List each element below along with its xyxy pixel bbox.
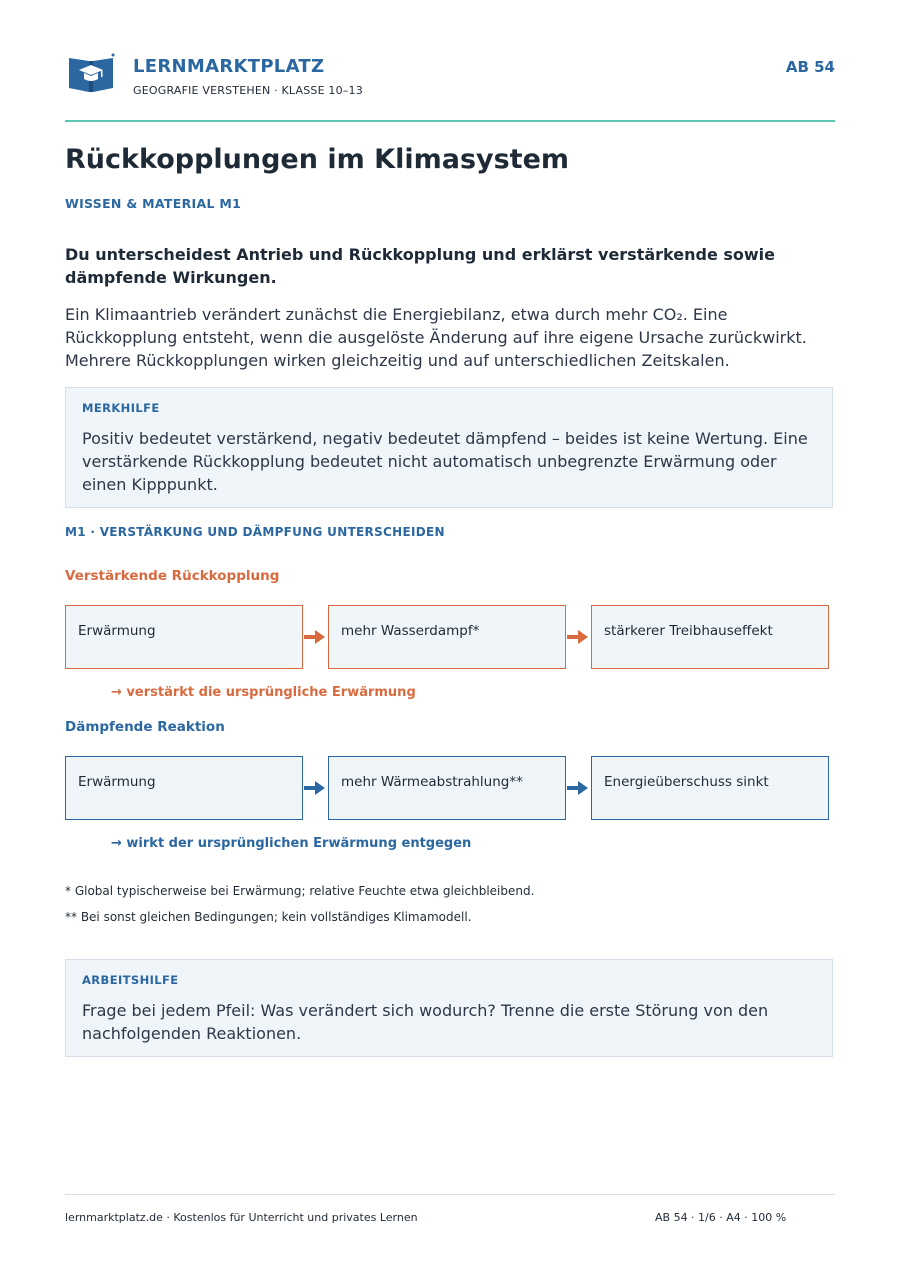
footnote-1: * Global typischerweise bei Erwärmung; relative Feuchte etwa gleichbleibend. bbox=[65, 884, 535, 898]
amplifying-step-1: Erwärmung bbox=[65, 605, 303, 669]
brand-subline: GEOGRAFIE VERSTEHEN · KLASSE 10–13 bbox=[133, 84, 363, 97]
footer-right: AB 54 · 1/6 · A4 · 100 % bbox=[655, 1211, 787, 1224]
m1-title: M1 · VERSTÄRKUNG UND DÄMPFUNG UNTERSCHEIDEN bbox=[65, 525, 445, 539]
footer-divider bbox=[65, 1194, 835, 1195]
arrow-right-icon bbox=[304, 630, 326, 644]
arbeitshilfe-box bbox=[65, 959, 833, 1057]
merkhilfe-label: MERKHILFE bbox=[82, 401, 160, 415]
damping-step-3: Energieüberschuss sinkt bbox=[591, 756, 829, 820]
damping-result: → wirkt der ursprünglichen Erwärmung entgegen bbox=[111, 836, 472, 851]
brand-name: LERNMARKTPLATZ bbox=[133, 56, 325, 77]
arbeitshilfe-text: Frage bei jedem Pfeil: Was verändert sich wodurch? Trenne die erste Störung von den nachfolgenden Reaktionen. bbox=[82, 1001, 769, 1043]
amplifying-step-2: mehr Wasserdampf* bbox=[328, 605, 566, 669]
damping-step-2: mehr Wärmeabstrahlung** bbox=[328, 756, 566, 820]
sheet-number: AB 54 bbox=[785, 58, 835, 76]
page-header bbox=[65, 50, 835, 110]
merkhilfe-box bbox=[65, 387, 833, 508]
amplifying-result: → verstärkt die ursprüngliche Erwärmung bbox=[111, 685, 416, 700]
intro-paragraph: Ein Klimaantrieb verändert zunächst die Energiebilanz, etwa durch mehr CO₂. Eine Rückkopplung entsteht, wenn die ausgelöste Änderung auf ihre eigene Ursache zurückwirkt. Mehrere Rückkopplungen wirken gleichzeitig und auf unterschiedlichen Zeitskalen. bbox=[65, 305, 807, 370]
arrow-right-icon bbox=[567, 630, 589, 644]
header-divider bbox=[65, 120, 835, 122]
damping-step-1: Erwärmung bbox=[65, 756, 303, 820]
damping-heading: Dämpfende Reaktion bbox=[65, 719, 225, 735]
section-kicker: WISSEN & MATERIAL M1 bbox=[65, 196, 242, 211]
amplifying-heading: Verstärkende Rückkopplung bbox=[65, 568, 280, 584]
merkhilfe-text: Positiv bedeutet verstärkend, negativ bedeutet dämpfend – beides ist keine Wertung. Eine verstärkende Rückkopplung bedeutet nicht automatisch unbegrenzte Erwärmung oder einen Kipppunkt. bbox=[82, 429, 808, 494]
page-title: Rückkopplungen im Klimasystem bbox=[65, 144, 570, 175]
arrow-right-icon bbox=[567, 781, 589, 795]
footnote-2: ** Bei sonst gleichen Bedingungen; kein vollständiges Klimamodell. bbox=[65, 910, 472, 924]
amplifying-step-3: stärkerer Treibhauseffekt bbox=[591, 605, 829, 669]
arrow-right-icon bbox=[304, 781, 326, 795]
graduation-cap-book-icon bbox=[67, 52, 115, 94]
arbeitshilfe-label: ARBEITSHILFE bbox=[82, 973, 179, 987]
footer-left: lernmarktplatz.de · Kostenlos für Unterricht und privates Lernen bbox=[65, 1211, 418, 1224]
learning-goal: Du unterscheidest Antrieb und Rückkopplung und erklärst verstärkende sowie dämpfende Wirkungen. bbox=[65, 245, 775, 287]
